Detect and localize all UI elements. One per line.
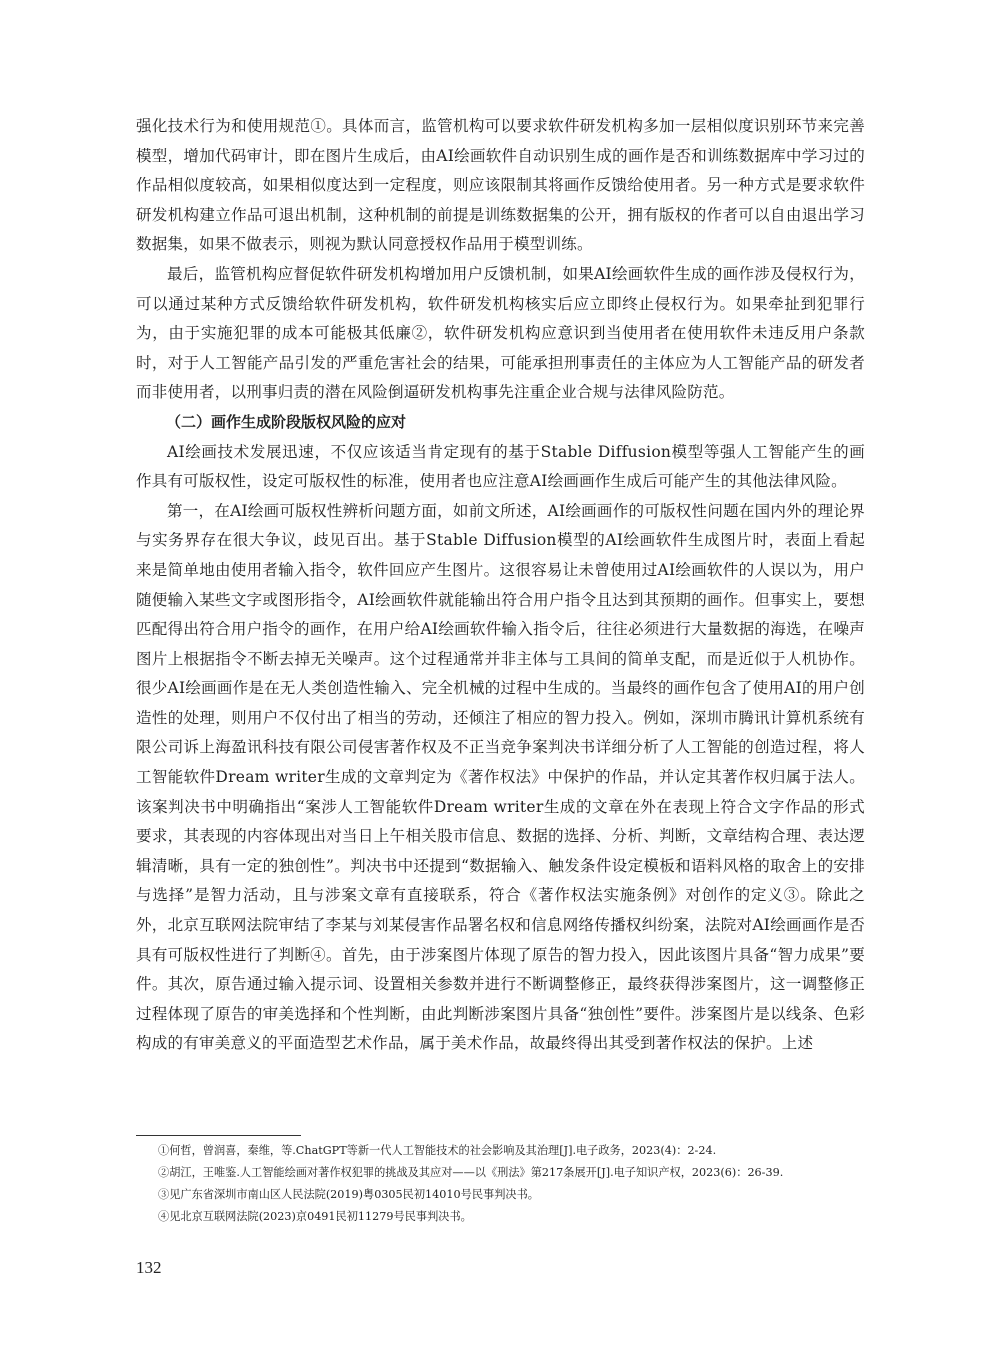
page-number: 132 — [136, 1258, 162, 1277]
footnote-divider — [136, 1135, 301, 1136]
footnote-3: ③见广东省深圳市南山区人民法院(2019)粤0305民初14010号民事判决书。 — [158, 1188, 539, 1201]
paragraph-first-point: 第一，在AI绘画可版权性辨析问题方面，如前文所述，AI绘画画作的可版权性问题在国内外的理论界与实务界存在很大争议，歧见百出。基于Stable Diffusion模型的AI绘画软件生成图片时，表面上看起来是简单地由使用者输入指令，软件回应产生图片。这很容易让未曾使用过AI绘画软件的人误以为，用户随便输入某些文字或图形指令，AI绘画软件就能输出符合用户指令且达到其预期的画作。但事实上，要想匹配得出符合用户指令的画作，在用户给AI绘画软件输入指令后，往往必须进行大量数据的海选，在噪声图片上根据指令不断去掉无关噪声。这个过程通常并非主体与工具间的简单支配，而是近似于人机协作。很少AI绘画画作是在无人类创造性输入、完全机械的过程中生成的。当最终的画作包含了使用AI的用户创造性的处理，则用户不仅付出了相当的劳动，还倾注了相应的智力投入。例如，深圳市腾讯计算机系统有限公司诉上海盈讯科技有限公司侵害著作权及不正当竞争案判决书详细分析了人工智能的创造过程，将人工智能软件Dream writer生成的文章判定为《著作权法》中保护的作品，并认定其著作权归属于法人。该案判决书中明确指出“案涉人工智能软件Dream writer生成的文章在外在表现上符合文字作品的形式要求，其表现的内容体现出对当日上午相关股市信息、数据的选择、分析、判断，文章结构合理、表达逻辑清晰，具有一定的独创性”。判决书中还提到“数据输入、触发条件设定模板和语料风格的取舍上的安排与选择”是智力活动，且与涉案文章有直接联系，符合《著作权法实施条例》对创作的定义③。除此之外，北京互联网法院审结了李某与刘某侵害作品署名权和信息网络传播权纠纷案，法院对AI绘画画作是否具有可版权性进行了判断④。首先，由于涉案图片体现了原告的智力投入，因此该图片具备“智力成果”要件。其次，原告通过输入提示词、设置相关参数并进行不断调整修正，最终获得涉案图片，这一调整修正过程体现了原告的审美选择和个性判断，由此判断涉案图片具备“独创性”要件。涉案图片是以线条、色彩构成的有审美意义的平面造型艺术作品，属于美术作品，故最终得出其受到著作权法的保护。上述 — [136, 501, 865, 1053]
paragraph-user-feedback: 最后，监管机构应督促软件研发机构增加用户反馈机制，如果AI绘画软件生成的画作涉及侵权行为，可以通过某种方式反馈给软件研发机构，软件研发机构核实后应立即终止侵权行为。如果牵扯到犯罪行为，由于实施犯罪的成本可能极其低廉②，软件研发机构应意识到当使用者在使用软件未违反用户条款时，对于人工智能产品引发的严重危害社会的结果，可能承担刑事责任的主体应为人工智能产品的研发者而非使用者，以刑事归责的潜在风险倒逼研发机构事先注重企业合规与法律风险防范。 — [136, 264, 865, 402]
footnotes — [136, 1135, 865, 1228]
footnote-2: ②胡江，王唯鉴.人工智能绘画对著作权犯罪的挑战及其应对——以《刑法》第217条展开[J].电子知识产权，2023(6)：26-39. — [158, 1166, 784, 1179]
body-text — [136, 112, 865, 1059]
paragraph-continued: 强化技术行为和使用规范①。具体而言，监管机构可以要求软件研发机构多加一层相似度识别环节来完善模型，增加代码审计，即在图片生成后，由AI绘画软件自动识别生成的画作是否和训练数据库中学习过的作品相似度较高，如果相似度达到一定程度，则应该限制其将画作反馈给使用者。另一种方式是要求软件研发机构建立作品可退出机制，这种机制的前提是训练数据集的公开，拥有版权的作者可以自由退出学习数据集，如果不做表示，则视为默认同意授权作品用于模型训练。 — [136, 117, 865, 254]
footnote-4: ④见北京互联网法院(2023)京0491民初11279号民事判决书。 — [158, 1210, 472, 1223]
paragraph-intro: AI绘画技术发展迅速，不仅应该适当肯定现有的基于Stable Diffusion模型等强人工智能产生的画作具有可版权性，设定可版权性的标准，使用者也应注意AI绘画画作生成后可能产生的其他法律风险。 — [136, 442, 865, 491]
footnote-1: ①何哲，曾润喜，秦维，等.ChatGPT等新一代人工智能技术的社会影响及其治理[J].电子政务，2023(4)：2-24. — [158, 1144, 717, 1157]
section-heading: （二）画作生成阶段版权风险的应对 — [166, 412, 407, 431]
